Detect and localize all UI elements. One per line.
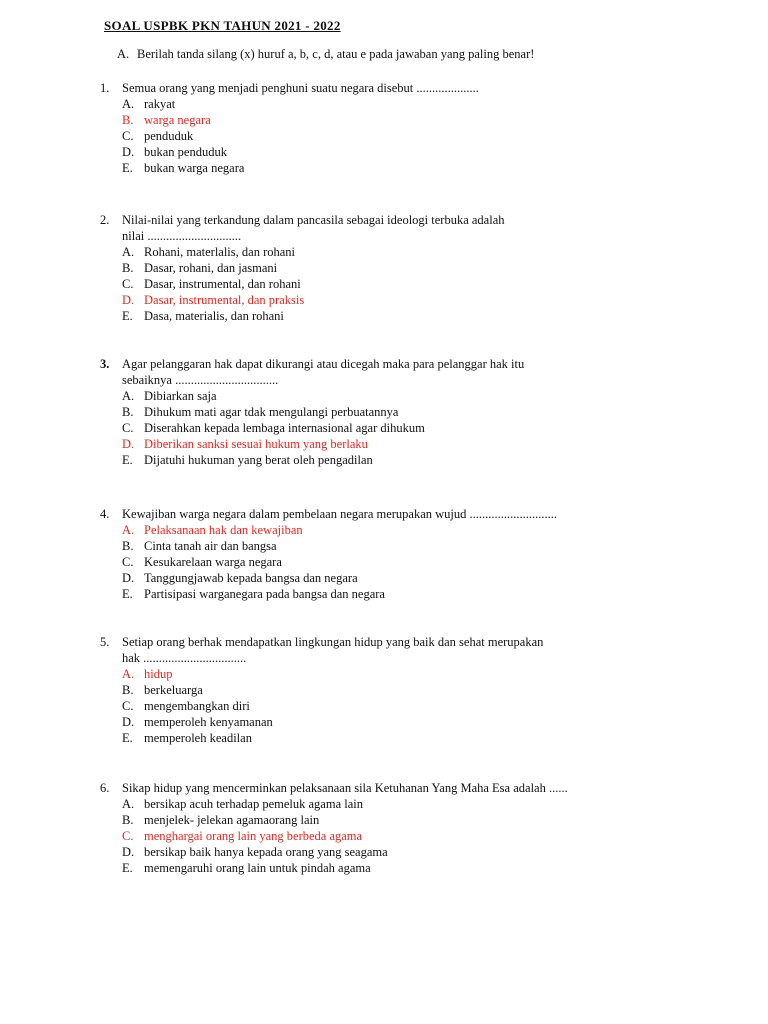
option-letter: D. [122, 145, 135, 159]
option-letter: A. [122, 523, 135, 537]
option-letter: E. [122, 587, 133, 601]
option-text: Cinta tanah air dan bangsa [144, 539, 277, 553]
option-letter: C. [122, 829, 134, 843]
question-6 [100, 780, 720, 876]
option-text: Partisipasi warganegara pada bangsa dan negara [144, 587, 385, 601]
question-line [100, 634, 720, 650]
question-text-continuation: hak ................................. [122, 651, 247, 665]
option-letter: A. [122, 667, 135, 681]
option-e[interactable] [122, 730, 720, 746]
option-letter: C. [122, 129, 134, 143]
option-text: bersikap baik hanya kepada orang yang seagama [144, 845, 388, 859]
option-letter: E. [122, 731, 133, 745]
option-text: rakyat [144, 97, 176, 111]
question-4 [100, 506, 720, 602]
option-text: Dasa, materialis, dan rohani [144, 309, 284, 323]
option-letter: B. [122, 683, 134, 697]
option-letter: D. [122, 437, 135, 451]
option-list [100, 796, 720, 876]
option-text: warga negara [144, 113, 211, 127]
option-text: memperoleh kenyamanan [144, 715, 273, 729]
option-d[interactable] [122, 714, 720, 730]
option-d[interactable] [122, 144, 720, 160]
option-text: Dibiarkan saja [144, 389, 217, 403]
option-letter: E. [122, 309, 133, 323]
instruction-text: Berilah tanda silang (x) huruf a, b, c, d, atau e pada jawaban yang paling benar! [137, 47, 535, 61]
instruction-label: A. [117, 47, 130, 61]
option-c[interactable] [122, 554, 720, 570]
option-letter: E. [122, 861, 133, 875]
question-text: Semua orang yang menjadi penghuni suatu negara disebut .................... [122, 81, 479, 95]
option-letter: C. [122, 699, 134, 713]
question-number: 4. [100, 507, 110, 521]
option-e[interactable] [122, 860, 720, 876]
option-letter: D. [122, 293, 135, 307]
question-line [100, 506, 720, 522]
option-letter: B. [122, 261, 134, 275]
option-letter: E. [122, 453, 133, 467]
option-d[interactable] [122, 570, 720, 586]
option-a[interactable] [122, 388, 720, 404]
option-list [100, 96, 720, 176]
option-c[interactable] [122, 276, 720, 292]
option-e[interactable] [122, 452, 720, 468]
option-text: Dasar, instrumental, dan praksis [144, 293, 305, 307]
question-text-continuation: sebaiknya ................................. [122, 373, 279, 387]
question-2 [100, 212, 720, 324]
option-text: Pelaksanaan hak dan kewajiban [144, 523, 303, 537]
option-b[interactable] [122, 812, 720, 828]
option-text: penduduk [144, 129, 194, 143]
option-letter: B. [122, 539, 134, 553]
question-3 [100, 356, 720, 468]
option-text: Kesukarelaan warga negara [144, 555, 282, 569]
option-text: hidup [144, 667, 173, 681]
option-c-correct[interactable] [122, 828, 720, 844]
question-text: Agar pelanggaran hak dapat dikurangi atau dicegah maka para pelanggar hak itu [122, 357, 525, 371]
question-text: Kewajiban warga negara dalam pembelaan negara merupakan wujud ............................ [122, 507, 558, 521]
option-text: mengembangkan diri [144, 699, 250, 713]
question-text: Nilai-nilai yang terkandung dalam pancasila sebagai ideologi terbuka adalah [122, 213, 505, 227]
option-letter: C. [122, 277, 134, 291]
option-c[interactable] [122, 420, 720, 436]
option-a[interactable] [122, 244, 720, 260]
option-list [100, 244, 720, 324]
option-text: memengaruhi orang lain untuk pindah agama [144, 861, 371, 875]
question-1 [100, 80, 720, 176]
instruction [117, 46, 534, 62]
option-text: bukan warga negara [144, 161, 245, 175]
question-number: 2. [100, 213, 110, 227]
option-a-correct[interactable] [122, 522, 720, 538]
option-letter: D. [122, 571, 135, 585]
question-text: Sikap hidup yang mencerminkan pelaksanaan sila Ketuhanan Yang Maha Esa adalah ...... [122, 781, 568, 795]
document-title: SOAL USPBK PKN TAHUN 2021 - 2022 [104, 18, 341, 33]
option-text: Diserahkan kepada lembaga internasional agar dihukum [144, 421, 425, 435]
option-text: menjelek- jelekan agamaorang lain [144, 813, 320, 827]
option-b[interactable] [122, 260, 720, 276]
option-a-correct[interactable] [122, 666, 720, 682]
option-text: Dasar, instrumental, dan rohani [144, 277, 301, 291]
option-text: berkeluarga [144, 683, 203, 697]
option-text: menghargai orang lain yang berbeda agama [144, 829, 363, 843]
option-a[interactable] [122, 96, 720, 112]
option-list [100, 388, 720, 468]
option-d-correct[interactable] [122, 436, 720, 452]
option-text: Tanggungjawab kepada bangsa dan negara [144, 571, 358, 585]
option-letter: D. [122, 715, 135, 729]
question-number: 5. [100, 635, 110, 649]
option-letter: A. [122, 389, 135, 403]
option-b[interactable] [122, 538, 720, 554]
option-b[interactable] [122, 404, 720, 420]
option-c[interactable] [122, 698, 720, 714]
question-number: 6. [100, 781, 110, 795]
question-line [100, 780, 720, 796]
option-d[interactable] [122, 844, 720, 860]
question-line [100, 356, 720, 372]
question-number: 1. [100, 81, 110, 95]
option-text: bukan penduduk [144, 145, 227, 159]
option-e[interactable] [122, 160, 720, 176]
option-text: Dasar, rohani, dan jasmani [144, 261, 278, 275]
option-e[interactable] [122, 308, 720, 324]
option-letter: D. [122, 845, 135, 859]
option-text: Dijatuhi hukuman yang berat oleh pengadilan [144, 453, 373, 467]
option-text: memperoleh keadilan [144, 731, 252, 745]
option-letter: C. [122, 555, 134, 569]
question-5 [100, 634, 720, 746]
option-letter: B. [122, 113, 134, 127]
option-c[interactable] [122, 128, 720, 144]
option-letter: B. [122, 405, 134, 419]
option-b-correct[interactable] [122, 112, 720, 128]
option-letter: E. [122, 161, 133, 175]
question-text: Setiap orang berhak mendapatkan lingkungan hidup yang baik dan sehat merupakan [122, 635, 544, 649]
option-letter: B. [122, 813, 134, 827]
option-text: Dihukum mati agar tdak mengulangi perbuatannya [144, 405, 399, 419]
option-text: Diberikan sanksi sesuai hukum yang berlaku [144, 437, 368, 451]
option-letter: A. [122, 245, 135, 259]
option-letter: C. [122, 421, 134, 435]
question-number: 3. [100, 357, 110, 371]
question-line [100, 80, 720, 96]
option-a[interactable] [122, 796, 720, 812]
option-text: Rohani, materlalis, dan rohani [144, 245, 296, 259]
option-b[interactable] [122, 682, 720, 698]
option-e[interactable] [122, 586, 720, 602]
option-letter: A. [122, 797, 135, 811]
option-list [100, 522, 720, 602]
option-letter: A. [122, 97, 135, 111]
question-text-continuation: nilai .............................. [122, 229, 242, 243]
option-text: bersikap acuh terhadap pemeluk agama lain [144, 797, 364, 811]
option-d-correct[interactable] [122, 292, 720, 308]
option-list [100, 666, 720, 746]
question-line [100, 212, 720, 228]
